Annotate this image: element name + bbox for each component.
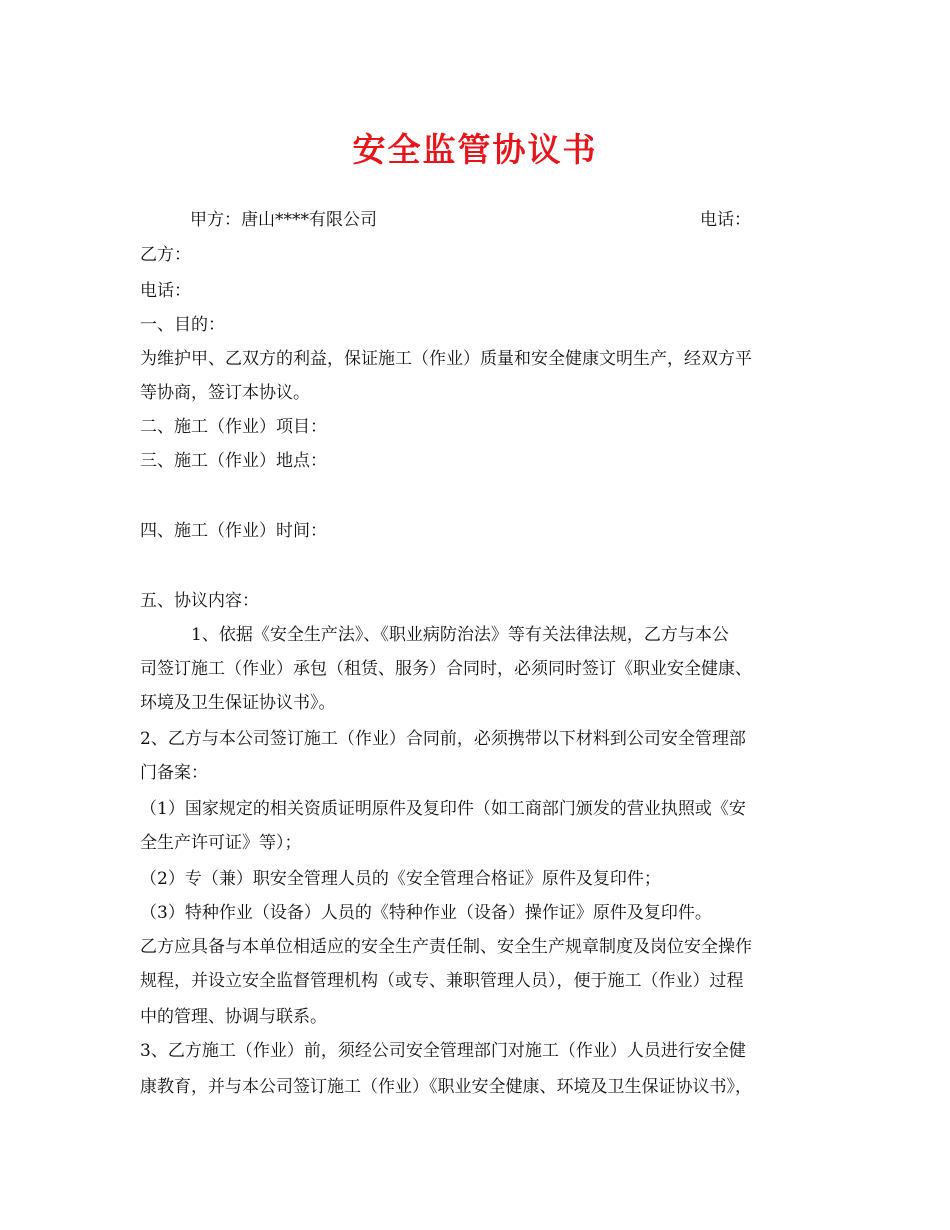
section-time-heading: 四、施工（作业）时间： — [140, 521, 327, 541]
section-location-heading: 三、施工（作业）地点： — [140, 451, 327, 471]
body-line: 为维护甲、乙双方的利益，保证施工（作业）质量和安全健康文明生产，经双方平 — [140, 349, 752, 369]
body-line: （2）专（兼）职安全管理人员的《安全管理合格证》原件及复印件； — [140, 869, 661, 889]
body-line: 司签订施工（作业）承包（租赁、服务）合同时，必须同时签订《职业安全健康、 — [140, 659, 752, 679]
section-purpose-heading: 一、目的： — [140, 315, 225, 335]
body-line: （3）特种作业（设备）人员的《特种作业（设备）操作证》原件及复印件。 — [140, 903, 712, 923]
party-a-line: 甲方：唐山****有限公司 — [190, 210, 377, 230]
body-line: 规程，并设立安全监督管理机构（或专、兼职管理人员），便于施工（作业）过程 — [140, 971, 744, 991]
party-b-phone: 电话： — [140, 281, 191, 301]
body-line: 康教育，并与本公司签订施工（作业）《职业安全健康、环境及卫生保证协议书》， — [140, 1077, 752, 1097]
body-line: 等协商，签订本协议。 — [140, 383, 310, 403]
body-line: 全生产许可证》等）； — [140, 833, 302, 853]
section-project-heading: 二、施工（作业）项目： — [140, 417, 327, 437]
body-line: 环境及卫生保证协议书》。 — [140, 693, 336, 713]
body-line: 乙方应具备与本单位相适应的安全生产责任制、安全生产规章制度及岗位安全操作 — [140, 937, 752, 957]
body-line: 3、乙方施工（作业）前，须经公司安全管理部门对施工（作业）人员进行安全健 — [140, 1041, 746, 1061]
body-line: 1、依据《安全生产法》、《职业病防治法》等有关法律法规，乙方与本公 — [140, 625, 729, 645]
party-a-phone: 电话： — [700, 210, 751, 230]
body-line: （1）国家规定的相关资质证明原件及复印件（如工商部门颁发的营业执照或《安 — [140, 799, 746, 819]
document-title: 安全监管协议书 — [352, 130, 598, 169]
body-line: 门备案： — [140, 763, 208, 783]
body-line: 2、乙方与本公司签订施工（作业）合同前，必须携带以下材料到公司安全管理部 — [140, 729, 746, 749]
body-line: 中的管理、协调与联系。 — [140, 1007, 327, 1027]
section-content-heading: 五、协议内容： — [140, 591, 259, 611]
party-b-line: 乙方： — [140, 245, 191, 265]
